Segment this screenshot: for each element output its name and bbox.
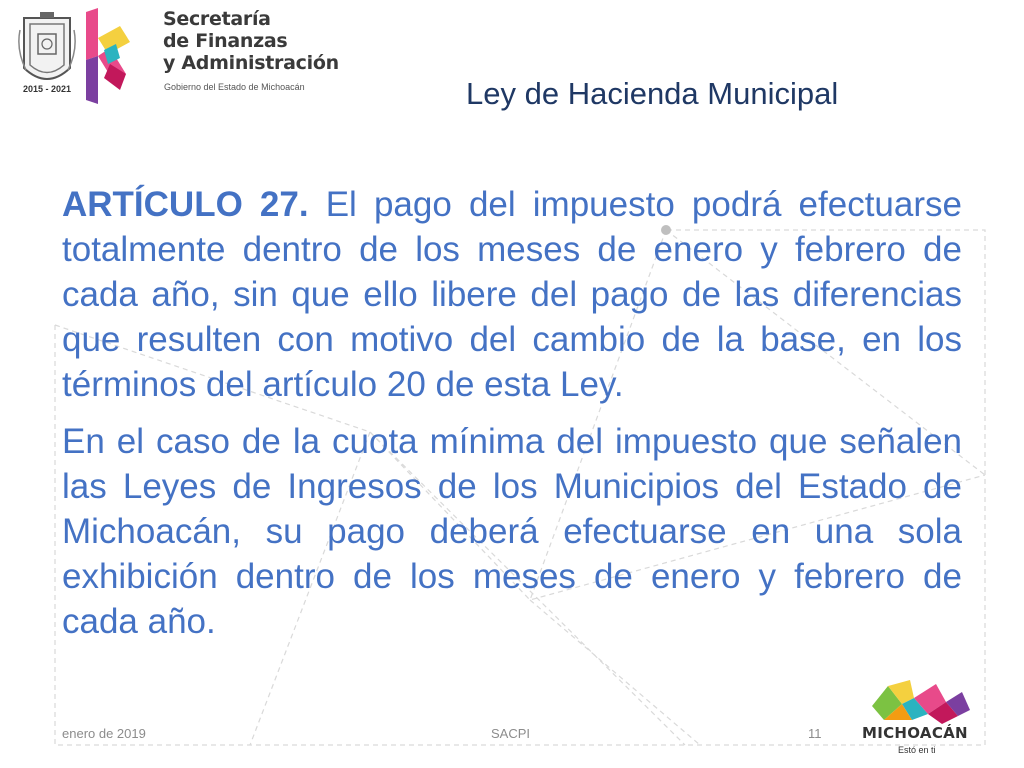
secretaria-line-1: Secretaría [163, 8, 271, 30]
michoacan-tagline: Estó en ti [898, 745, 936, 755]
seal-years-label: 2015 - 2021 [22, 84, 72, 94]
slide-number: 11 [808, 726, 822, 741]
secretaria-line-3: y Administración [163, 52, 339, 74]
gobierno-label: Gobierno del Estado de Michoacán [164, 82, 305, 92]
article-label: ARTÍCULO 27. [62, 185, 309, 224]
paragraph-2-text: En el caso de la cuota mínima del impuesto que señalen las Leyes de Ingresos de los Municipios del Estado de Michoacán, su pago deberá efectuarse en una sola exhibición dentro de los meses de enero y febrero de cada año. [62, 422, 962, 641]
slide-body [62, 182, 962, 656]
slide-title: Ley de Hacienda Municipal [466, 76, 839, 111]
footer-date: enero de 2019 [62, 726, 146, 741]
michoacan-wordmark: MICHOACÁN [862, 724, 968, 742]
footer-center-label: SACPI [491, 726, 531, 741]
paragraph-article-27 [62, 182, 962, 407]
slide-header [0, 0, 1024, 120]
secretaria-wordmark [163, 8, 339, 74]
paragraph-1-text: El pago del impuesto podrá efectuarse totalmente dentro de los meses de enero y febrero de cada año, sin que ello libere del pago de las diferencias que resulten con motivo del cambio de la base, en los términos del artículo 20 de esta Ley. [62, 185, 962, 404]
sfa-k-logo-icon [80, 8, 132, 104]
secretaria-line-2: de Finanzas [163, 30, 288, 52]
